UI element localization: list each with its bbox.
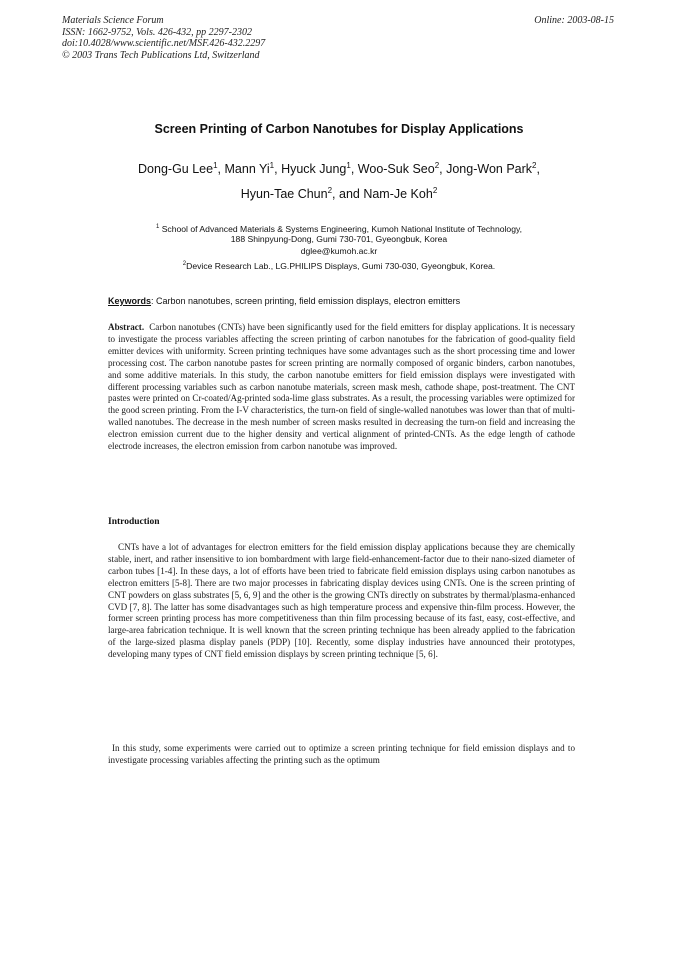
- journal-issn: ISSN: 1662-9752, Vols. 426-432, pp 2297-2302: [62, 26, 252, 38]
- author-name: Nam-Je Koh: [363, 187, 433, 202]
- author-separator: ,: [274, 162, 282, 177]
- author-separator: ,: [350, 162, 358, 177]
- author-affiliation-mark: 2: [532, 161, 537, 170]
- affiliation-text: Device Research Lab., LG.PHILIPS Displays, Gumi 730-030, Gyeongbuk, Korea.: [186, 260, 496, 271]
- author-affiliation-mark: 1: [269, 161, 275, 170]
- author-name: Hyuck Jung: [281, 162, 347, 177]
- affiliation-text: School of Advanced Materials & Systems Engineering, Kumoh National Institute of Technology,: [161, 223, 523, 234]
- author-affiliation-mark: 2: [432, 186, 438, 195]
- keywords: [108, 296, 578, 306]
- author-affiliation-mark: 2: [434, 161, 440, 170]
- author-affiliation-mark: 1: [213, 161, 218, 170]
- author-name: Mann Yi: [224, 162, 270, 177]
- author-affiliation-mark: 2: [327, 186, 333, 195]
- author-line-1: [0, 161, 678, 176]
- journal-header: [62, 15, 265, 61]
- author-name: Woo-Suk Seo: [357, 162, 435, 177]
- body-paragraph: CNTs have a lot of advantages for electron emitters for the field emission display applications because they are chemically stable, inert, and rather insensitive to ion bombardment with large field-enhancement-factor due to their nano-sized diameter of carbon tubes [1-4]. In these days, a lot of efforts have been tried to fabricate field emission displays using carbon nanotubes as electron emitters [5-8]. There are two major processes in fabricating display devices using CNTs. One is the screen printing of CNT powders on glass substrates [5, 6, 9] and the other is the growing CNTs directly on substrates by thermal/plasma-enhanced CVD [7, 8]. The latter has some disadvantages such as high temperature process and expensive thin-film process. However, the former screen printing process has more competitiveness than thin film processing because of its fast, easy, cost-effective, and large-area fabrication technique. It is well known that the screen printing technique has been already applied to the fabrication of the large-sized plasma display panels (PDP) [10]. Recently, some display industries have announced their prototypes, developing many types of CNT field emission displays by screen printing technique [5, 6].: [108, 542, 575, 660]
- online-date: Online: 2003-08-15: [534, 15, 614, 26]
- affiliation-mark: 2: [182, 261, 187, 267]
- abstract-label: Abstract.: [108, 322, 145, 332]
- author-name: Jong-Won Park: [446, 162, 533, 177]
- paper-title: Screen Printing of Carbon Nanotubes for Display Applications: [154, 122, 524, 136]
- section-heading: Introduction: [108, 517, 160, 527]
- journal-name: Materials Science Forum: [62, 15, 164, 26]
- author-name: Dong-Gu Lee: [138, 162, 214, 177]
- author-separator: ,: [217, 162, 225, 177]
- author-email: dglee@kumoh.ac.kr: [300, 246, 378, 256]
- keywords-text: : Carbon nanotubes, screen printing, field emission displays, electron emitters: [151, 296, 461, 306]
- author-separator: ,: [439, 162, 447, 177]
- abstract: [108, 322, 575, 453]
- affiliation-2: [0, 258, 678, 272]
- journal-doi: doi:10.4028/www.scientific.net/MSF.426-432.2297: [62, 38, 266, 49]
- journal-copyright: © 2003 Trans Tech Publications Ltd, Switzerland: [62, 49, 260, 61]
- author-line-2: [0, 186, 678, 201]
- body-paragraph: In this study, some experiments were carried out to optimize a screen printing technique for field emission displays and to investigate processing variables affecting the printing such as the optimum: [108, 743, 575, 765]
- author-affiliation-mark: 1: [346, 161, 351, 170]
- affiliation-address: 188 Shinpyung-Dong, Gumi 730-701, Gyeongbuk, Korea: [230, 234, 448, 244]
- author-separator: ,: [536, 162, 540, 177]
- affiliation-mark: 1: [155, 224, 160, 230]
- author-separator: , and: [332, 187, 364, 202]
- abstract-text: Carbon nanotubes (CNTs) have been significantly used for the field emitters for display applications. It is necessary to investigate the process variables affecting the screen printing of carbon nanotubes for the fabrication of good-quality field emitter devices with uniformity. Screen printing techniques have some advantages such as the short processing time and lower processing cost. The carbon nanotube pastes for screen printing are normally composed of organic binders, carbon nanotubes, and some additive materials. In this study, the carbon nanotube emitters for field emission displays were investigated with different processing variables such as carbon nanotube materials, screen mask mesh, cathode shape, post-treatment. The CNT pastes were printed on Cr-coated/Ag-printed soda-lime glass substrates. As a result, the processing variables were optimized for the good screen printing. From the I-V characteristics, the turn-on field of single-walled nanotubes was lower than that of multi-walled nanotubes. The decrease in the mesh number of screen masks resulted in decreasing the turn-on field and increasing the electron emission current due to the higher density and vertical alignment of printed-CNTs. As the edge length of cathode electrode increases, the electron emission from carbon nanotube was improved.: [108, 322, 576, 452]
- keywords-label: Keywords: [108, 296, 152, 306]
- author-name: Hyun-Tae Chun: [240, 187, 328, 202]
